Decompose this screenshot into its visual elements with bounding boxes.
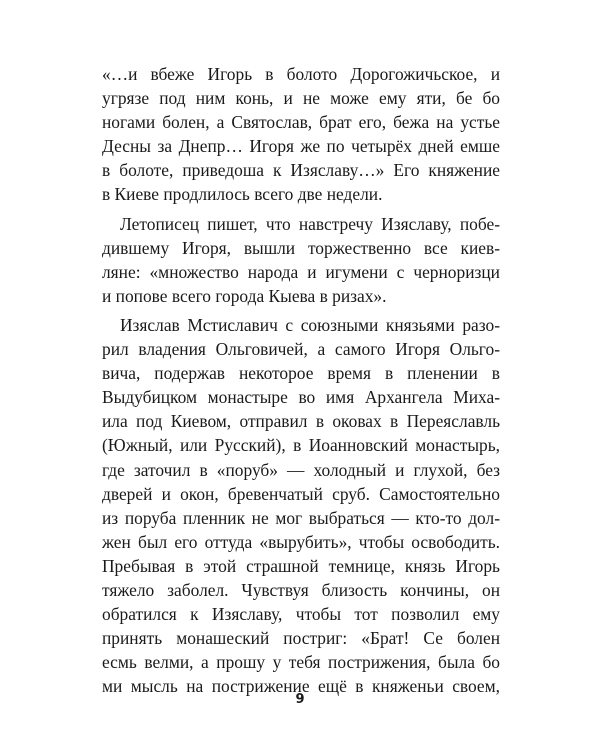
text-line: Десны за Днепр… Игоря же по четырёх дней емше bbox=[102, 136, 500, 157]
text-line: Изяслав Мстиславич с союзными князьями разо- bbox=[120, 314, 500, 335]
text-line: жен был его оттуда «вырубить», чтобы освободить. bbox=[102, 531, 500, 552]
paragraph-1 bbox=[102, 62, 500, 207]
text-line: ми мысль на пострижение ещё в княженьи своем, bbox=[102, 676, 500, 697]
text-line: и попове всего города Кыева в ризах». bbox=[102, 285, 387, 306]
text-line: (Южный, или Русский), в Иоанновский монастырь, bbox=[102, 435, 500, 456]
text-line: ногами болен, а Святослав, брат его, бежа на устье bbox=[102, 112, 500, 133]
text-line: Летописец пишет, что навстречу Изяславу, побе- bbox=[120, 213, 500, 234]
text-line: рил владения Ольговичей, а самого Игоря Ольго- bbox=[102, 339, 500, 360]
text-line: вича, подержав некоторое время в пленении в bbox=[102, 363, 500, 384]
text-line: принять монашеский постриг: «Брат! Се болен bbox=[102, 628, 500, 649]
page-number: 9 bbox=[295, 692, 305, 707]
text-line: в болоте, приведоша к Изяславу…» Его княжение bbox=[102, 160, 500, 181]
text-line: дившему Игоря, вышли торжественно все киев- bbox=[102, 237, 500, 258]
text-line: из поруба пленник не мог выбраться — кто-то дол- bbox=[102, 507, 500, 528]
paragraph-2 bbox=[102, 212, 500, 308]
text-line: «…и вбеже Игорь в болото Дорогожичьское, и bbox=[102, 64, 500, 84]
text-line: ила под Киевом, отправил в оковах в Переяславль bbox=[102, 411, 500, 432]
text-line: угрязе под ним конь, и не може ему яти, бе бо bbox=[102, 88, 500, 109]
text-line: где заточил в «поруб» — холодный и глухой, без bbox=[102, 459, 500, 480]
text-line: дверей и окон, бревенчатый сруб. Самостоятельно bbox=[102, 483, 500, 504]
paragraph-3 bbox=[102, 313, 500, 699]
text-line: есмь велми, а прошу у тебя пострижения, была бо bbox=[102, 652, 500, 673]
text-line: ляне: «множество народа и игумени с черноризци bbox=[102, 261, 500, 282]
text-line: в Киеве продлилось всего две недели. bbox=[102, 184, 383, 205]
text-line: тяжело заболел. Чувствуя близость кончины, он bbox=[102, 579, 500, 600]
book-page-text bbox=[102, 62, 500, 698]
text-line: Выдубицком монастыре во имя Архангела Миха- bbox=[102, 387, 500, 408]
text-line: обратился к Изяславу, чтобы тот позволил ему bbox=[102, 604, 500, 625]
text-line: Пребывая в этой страшной темнице, князь Игорь bbox=[102, 555, 500, 576]
